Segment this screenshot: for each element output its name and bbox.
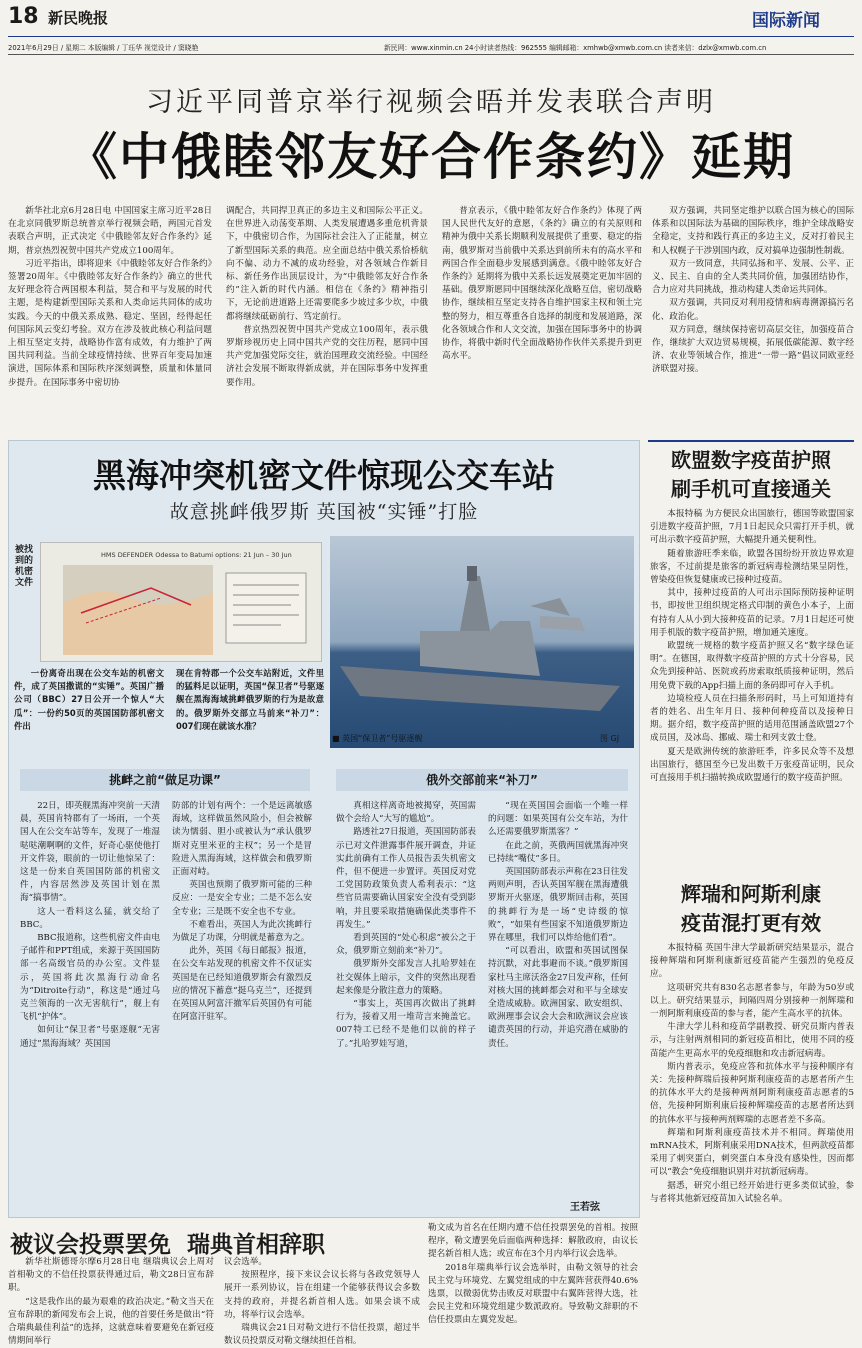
paragraph: 22日，即英舰黑海冲突前一天清晨，英国肯特郡有了一场雨，一个英国人在公交车站等车，发现了一堆湿哒哒潮啊啊的文件，好奇心驱使他打开文件袋，眼前的一切让他惊呆了：这是一份来自英国国防部的机密文件，内容居然涉及英国计划在黑海“搞事情”。 (20, 801, 160, 904)
section-title: 国际新闻 (752, 11, 820, 31)
classified-document-image (40, 542, 322, 662)
r2-headline-line: 辉瑞和阿斯利康 (681, 882, 821, 906)
paragraph: “可以看出，欧盟和英国试图保持沉默，对此事避而不谈。”俄罗斯国家杜马主席沃洛金27日发声称，任何对核大国的挑衅都会对和平与全球安全造成威胁。欧洲国家、欧安组织、欧洲理事会议会大会和欧洲议会应该谴责英国的行动，并追究潜在威胁的责任。 (488, 946, 628, 1049)
paragraph: 据悉，研究小组已经开始进行更多类似试验，参与者将其他新冠疫苗加入试验名单。 (650, 1180, 854, 1204)
feature-col-4 (488, 800, 628, 1198)
paragraph: 此外，英国《每日邮报》报道，在公交车站发现的机密文件不仅证实英国是在已经知道俄罗斯会有激烈反应的情况下蓄意“挺乌克兰”，还提到在英国从阿富汗撤军后英国仍有可能在阿富汗驻军。 (172, 946, 312, 1023)
photo-credit: 图 GJ (600, 734, 620, 743)
paragraph: 双方强调，共同坚定维护以联合国为核心的国际体系和以国际法为基础的国际秩序，维护全球战略安全稳定，支持和践行真正的多边主义，反对打着民主和人权幌子干涉别国内政，反对搞单边强制性制裁。 (652, 206, 854, 256)
paragraph: 普京热烈祝贺中国共产党成立100周年，表示俄罗斯珍视历史上同中国共产党的交往历程，愿同中国共产党加强党际交往，就治国理政交流经验。中国经济社会发展不断取得新成就，并在国际事务中发挥重要作用。 (226, 324, 428, 388)
lead-col-4 (652, 205, 854, 445)
paragraph: 看到英国的“处心积虑”被公之于众，俄罗斯立刻前来“补刀”。 (336, 933, 476, 957)
paragraph: 勒文成为首名在任期内遭不信任投票罢免的首相。按照程序，勒文遭罢免后面临两种选择：解散政府，由议长提名新首相人选；或宣布在3个月内举行议会选举。 (428, 1223, 638, 1260)
paragraph: BBC报道称，这些机密文件由电子邮件和PPT组成，来源于英国国防部一名高级官员的办公室。文件显示，英国将此次黑海行动命名为“Ditroite行动”，称这是“通过乌克兰领海的一次无害航行”，舰上有飞机“护体”。 (20, 933, 160, 1023)
paragraph: 新华社北京6月28日电 中国国家主席习近平28日在北京同俄罗斯总统普京举行视频会晤，两国元首发表联合声明，正式决定《中俄睦邻友好合作条约》延期，普京热烈祝贺中国共产党成立100周年。 (8, 206, 212, 256)
lead-headline: 《中俄睦邻友好合作条约》延期 (67, 128, 795, 186)
r1-headline (648, 446, 854, 504)
paragraph: “事实上，英国再次做出了挑衅行为，接着又用一堆苛言来掩盖它。007特工已经不是他们以前的样子了。”扎哈罗娃写道， (336, 999, 476, 1049)
document-title: HMS DEFENDER Odessa to Batumi options: 21 Jun – 30 Jun (101, 551, 292, 559)
paragraph: 真相这样离奇地被揭穿，英国需做个会给人“大写的尴尬”。 (336, 801, 476, 825)
paragraph: 议会选举。 (224, 1257, 267, 1267)
paragraph: 本报特稿 为方便民众出国旅行，德国等欧盟国家引进数字疫苗护照，7月1日起民众只需打开手机，就可出示数字疫苗护照，大幅提升通关便利性。 (650, 509, 854, 546)
feature-col-1 (20, 800, 160, 1212)
paragraph: 按照程序，接下来议会议长将与各政党领导人展开一系列协议，旨在组建一个能够获得议会多数支持的政府，并提名新首相人选。如果会谈不成功，将举行议会选举。 (224, 1270, 420, 1320)
intro-paragraph: 现在肯特郡一个公交车站附近，文件里的猛料足以证明，英国“保卫者”号驱逐舰在黑海海域挑衅俄罗斯的行为是故意的。俄罗斯外交部立马前来“补刀”：007们现在就该水准？ (176, 668, 324, 731)
paragraph: 这人一看料这么猛，就交给了BBC。 (20, 906, 160, 930)
r2-body (650, 942, 854, 1274)
paragraph: 普京表示，《俄中睦邻友好合作条约》体现了两国人民世代友好的意愿，《条约》确立的有关原则和精神为俄中关系长期顺利发展提供了重要、稳定的指南，俄罗斯对当前俄中关系达到前所未有的高水平和两国合作全面稳步发展感到满意。《俄中睦邻友好合作条约》延期将为俄中关系长远发展奠定更加牢固的基础。俄罗斯愿同中国继续深化战略互信，密切战略协作，继续相互坚定支持各自维护国家主权和领土完整的努力，相互尊重各自选择的制度和发展道路，深化各领域合作和人文交流，加强在国际事务中的协调协作，将俄中新时代全面战略协作伙伴关系提升到更高水平。 (442, 206, 642, 362)
paragraph: 夏天是欧洲传统的旅游旺季，许多民众等不及想出国旅行，德国至今已发出数千万张疫苗证明，民众可直接用手机扫描转换成欧盟通行的数字疫苗护照。 (650, 746, 854, 784)
box2-title: 俄外交部前来“补刀” (336, 769, 628, 791)
feature-intro-right (176, 667, 324, 747)
lead-col-3 (442, 205, 642, 445)
photo-caption: ■ 英国“保卫者”号驱逐舰 (332, 734, 423, 743)
feature-byline: 王若弦 (570, 1202, 600, 1213)
paragraph: 路透社27日报道，英国国防部表示已对文件泄露事件展开调查，并证实此前确有工作人员报告丢失机密文件，但不便进一步置评。英国反对党工党国防政策负责人希利表示：“这些官员需要确认国家安全没有受到影响，并且要采取措施确保此类事件不再发生。” (336, 827, 476, 930)
feature-headline: 黑海冲突机密文件惊现公交车站 (93, 456, 555, 495)
feature-col-3 (336, 800, 476, 1212)
site-line: 新民网：www.xinmin.cn 24小时读者热线：962555 编辑邮箱：xmhwb@xmwb.com.cn 读者来信：dzlx@xmwb.com.cn (384, 44, 767, 52)
paragraph: 不难看出，英国人为此次挑衅行为做足了功课，分明就是蓄意为之。 (172, 919, 312, 944)
intro-paragraph: 一份离奇出现在公交车站的机密文件，成了英国撒谎的“实锤”。英国广播公司（BBC）27日公开一个惊人“大瓜”：一份约50页的英国国防部机密文件出 (14, 668, 164, 731)
bottom-col-2 (224, 1256, 420, 1347)
bottom-headline: 被议会投票罢免 瑞典首相辞职 (10, 1232, 326, 1258)
feature-intro-left (14, 667, 164, 747)
r1-headline-line: 欧盟数字疫苗护照 (671, 448, 831, 472)
paragraph: 这项研究共有830名志愿者参与，年龄为50岁或以上。研究结果显示，间隔四周分别接种一剂辉瑞和一剂阿斯利康疫苗的参与者，能产生高水平的抗体。 (650, 982, 854, 1020)
paragraph: 在此之前，英俄两国就黑海冲突已持续“嘴仗”多日。 (488, 840, 628, 864)
r2-headline (648, 880, 854, 938)
paragraph: 牛津大学儿科和疫苗学副教授、研究员斯内普表示，与注射两剂相同的新冠疫苗相比，使用不同的疫苗能产生更高水平的免疫细胞和攻击新冠病毒。 (650, 1022, 854, 1059)
bottom-col-1 (8, 1256, 214, 1347)
paragraph: 双方一致同意，共同弘扬和平、发展、公平、正义、民主、自由的全人类共同价值，加强团结协作，合力应对共同挑战，推动构建人类命运共同体。 (652, 258, 854, 296)
paragraph: 双方同意，继续保持密切高层交往，加强疫苗合作，继续扩大双边贸易规模，拓展低碳能源、数字经济、农业等领域合作，推进“一带一路”倡议同欧亚经济联盟对接。 (652, 324, 854, 375)
r1-body (650, 508, 854, 872)
bottom-col-3 (428, 1222, 638, 1326)
paragraph: “现在英国国会面临一个唯一样的问题：如果英国有公交车站，为什么还需要俄罗斯黑客？” (488, 801, 628, 838)
header-rule-2 (8, 54, 854, 55)
lead-col-2 (226, 205, 428, 445)
right-rule (648, 440, 854, 442)
r1-headline-line: 刷手机可直接通关 (671, 477, 831, 501)
warship-photo (330, 536, 634, 748)
paragraph: 斯内普表示，免疫应答和抗体水平与接种顺序有关：先接种辉瑞后接种阿斯利康疫苗的志愿者所产生的抗体水平大约是接种两剂阿斯利康疫苗志愿者的5倍，先接种阿斯利康后接种辉瑞疫苗的志愿者所达到的抗体水平与接种两剂辉瑞的志愿者差不多高。 (650, 1061, 854, 1125)
paragraph: 英国也预期了俄罗斯可能的三种反应：一是安全专业；二是不怎么安全专业；三是既不安全也不专业。 (172, 880, 312, 917)
paragraph: 瑞典议会21日对勒文进行不信任投票，超过半数议员投票反对勒文继续担任首相。 (224, 1323, 420, 1347)
paragraph: “这是我作出的最为艰难的政治决定。”勒文当天在宣布辞职的新闻发布会上说，他的首要任务是做出“符合瑞典最佳利益”的选择，这就意味着要避免在新冠疫情期间举行 (8, 1296, 214, 1347)
header-rule (8, 36, 854, 37)
paragraph: 俄罗斯外交部发言人扎哈罗娃在社交媒体上暗示，文件的突然出现看起来像是分散注意力的策略。 (336, 959, 476, 996)
vertical-caption-text: 被找到的机密文件 (14, 545, 33, 588)
date-line: 2021年6月29日 / 星期二 本版编辑 / 丁珏华 视觉设计 / 窦晓艳 (8, 44, 199, 52)
paragraph: 边境检疫人员在扫描条形码时，马上可知道持有者的姓名、出生年月日、接种何种疫苗以及接种日期。据介绍，数字疫苗护照的适用范围涵盖欧盟27个成员国，及冰岛、挪威、瑞士和列支敦士登。 (650, 693, 854, 744)
paragraph: 随着旅游旺季来临，欧盟各国纷纷开放边界欢迎旅客，不过前提是旅客的新冠病毒检测结果呈阴性，曾染疫但恢复健康或已接种过疫苗。 (650, 548, 854, 586)
paragraph: 如何让“保卫者”号驱逐舰“无害通过”黑海海域？英国国 (20, 1025, 160, 1049)
lead-col-1 (8, 205, 212, 445)
paper-logo: 新民晚报 (48, 9, 109, 27)
paragraph: 其中，接种过疫苗的人可出示国际预防接种证明书，即按世卫组织规定格式印制的黄色小本子，上面有持有人从小到大接种疫苗的记录。7月1日起还可使用手机版的数字疫苗护照，增加通关速度。 (650, 588, 854, 638)
vertical-caption (14, 545, 34, 685)
page-number: 18 (8, 4, 39, 29)
paragraph: 防部的计划有两个：一个是远离敏感海域，这样做虽然风险小，但会被解读为懦弱、胆小或被认为“承认俄罗斯对克里米亚的主权”；另一个是冒险进入黑海海域，这样做会和俄罗斯正面对峙。 (172, 801, 312, 878)
paragraph: 2018年瑞典举行议会选举时，由勒文领导的社会民主党与环境党、左翼党组成的中左翼阵营获得40.6%选票，以微弱优势击败反对联盟中右翼阵营得大选，社会民主党和环境党组建少数派政府。导致勒文辞职的不信任投票由左翼党发起。 (428, 1262, 638, 1326)
paragraph: 本报特稿 英国牛津大学最新研究结果显示，混合接种辉瑞和阿斯利康新冠疫苗能产生强烈的免疫反应。 (650, 943, 854, 980)
paragraph: 新华社斯德哥尔摩6月28日电 继瑞典议会上周对首相勒文的不信任投票获得通过后，勒文28日宣布辞职。 (8, 1257, 214, 1294)
feature-subhead: 故意挑衅俄罗斯 英国被“实锤”打脸 (169, 501, 479, 523)
paragraph: 调配合，共同捍卫真正的多边主义和国际公平正义。在世界进入动荡变革期、人类发展遭遇多重危机背景下，中俄密切合作，为国际社会注入了正能量，树立了新型国际关系的典范。应全面总结中俄关系恰桥航向不偏、动力不减的成功经验，对各领域合作新目标、新任务作出顶层设计，为“中俄睦邻友好合作条约”注入新的时代内涵。相信在《条约》精神指引下，无论前进道路上还需要爬多少坡过多少坎，中俄都将继续砥砺前行、笃定前行。 (226, 206, 428, 322)
paragraph: 习近平指出，即将迎来《中俄睦邻友好合作条约》签署20周年。《中俄睦邻友好合作条约》确立的世代友好理念符合两国根本利益，契合和平与发展的时代主题，是构建新型国际关系和人类命运共同体的成功实践。今天的中俄关系成熟、稳定、坚固，经得起任何国际风云变幻考验。双方在涉及彼此核心利益问题上相互坚定支持，战略协作富有成效，有力维护了两国共同利益。当前全球疫情持续、世界百年变局加速演进，国际体系和国际秩序深刻调整，质量和体量同步提升。在国际事务中密切协 (8, 258, 212, 388)
box1-title: 挑衅之前“做足功课” (20, 769, 310, 791)
lead-kicker: 习近平同普京举行视频会晤并发表联合声明 (146, 87, 716, 118)
paragraph: 欧盟统一规格的数字疫苗护照又名“数字绿色证明”。在德国，取得数字疫苗护照的方式十分容易，民众先到接种站、医院或药房索取纸质接种证明，然后用免费下载的App扫描上面的条码即可存入手机。 (650, 641, 854, 691)
paragraph: 辉瑞和阿斯利康疫苗技术并不相同。辉瑞使用mRNA技术，阿斯利康采用DNA技术，但两款疫苗都采用了刺突蛋白，刺突蛋白本身没有感染性，因而都可以“教会”免疫细胞识别并对抗新冠病毒。 (650, 1127, 854, 1178)
photo-caption-text: 英国“保卫者”号驱逐舰 (342, 734, 423, 743)
paragraph: 双方强调，共同反对利用疫情和病毒溯源搞污名化、政治化。 (652, 298, 854, 322)
paragraph: 英国国防部表示声称在23日往发两则声明，否认英国军舰在黑海遭俄罗斯开火驱逐，俄罗斯回击称，英国的挑衅行为是一场“史诗级的惊败”，“如果有些国家不知道俄罗斯边界在哪里，我们可以炸给他们看”。 (488, 867, 628, 944)
feature-col-2 (172, 800, 312, 1212)
r2-headline-line: 疫苗混打更有效 (681, 911, 821, 935)
